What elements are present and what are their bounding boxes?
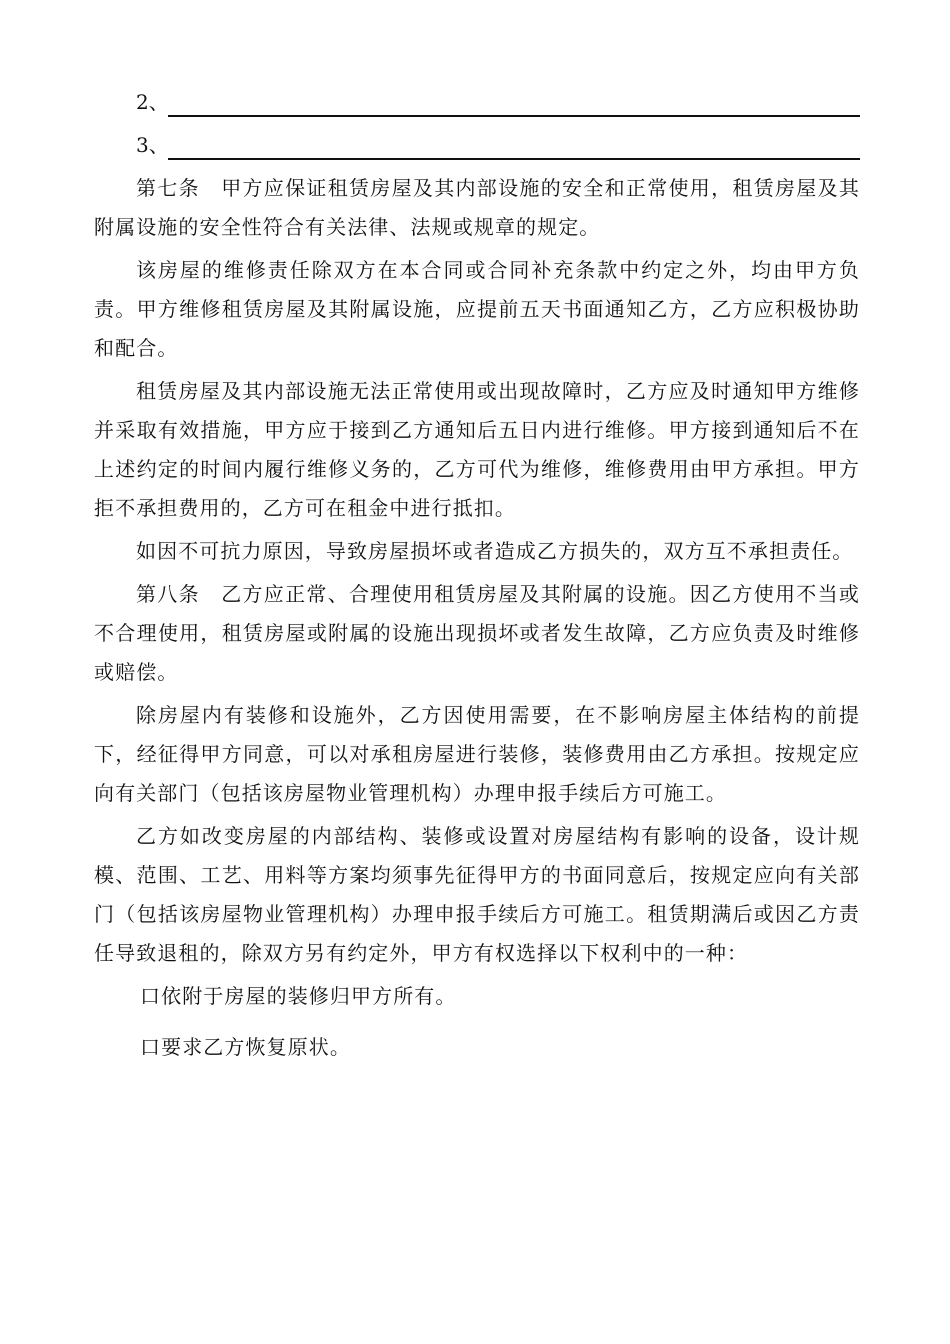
blank-item-number: 3、 [136, 133, 169, 157]
structure-change-paragraph: 乙方如改变房屋的内部结构、装修或设置对房屋结构有影响的设备，设计规模、范围、工艺、用料等方案均须事先征得甲方的书面同意后，按规定应向有关部门（包括该房屋物业管理机构）办理申报手续后方可施工。租赁期满后或因乙方责任导致退租的，除双方另有约定外，甲方有权选择以下权利中的一种： [94, 824, 860, 965]
blank-item-number: 2、 [136, 90, 169, 114]
contract-body [94, 169, 860, 1079]
decoration-paragraph: 除房屋内有装修和设施外，乙方因使用需要，在不影响房屋主体结构的前提下，经征得甲方同意，可以对承租房屋进行装修，装修费用由乙方承担。按规定应向有关部门（包括该房屋物业管理机构）办理申报手续后方可施工。 [94, 703, 860, 805]
article-8-paragraph: 第八条 乙方应正常、合理使用租赁房屋及其附属的设施。因乙方使用不当或不合理使用，租赁房屋或附属的设施出现损坏或者发生故障，乙方应负责及时维修或赔偿。 [94, 582, 860, 684]
fill-in-underline [168, 158, 860, 160]
option-decoration-to-landlord: 口依附于房屋的装修归甲方所有。 [140, 984, 457, 1008]
facility-failure-paragraph: 租赁房屋及其内部设施无法正常使用或出现故障时，乙方应及时通知甲方维修并采取有效措施，甲方应于接到乙方通知后五日内进行维修。甲方接到通知后不在上述约定的时间内履行维修义务的，乙方可代为维修，维修费用由甲方承担。甲方拒不承担费用的，乙方可在租金中进行抵扣。 [94, 379, 860, 520]
blank-item-3 [136, 130, 860, 160]
article-7-paragraph: 第七条 甲方应保证租赁房屋及其内部设施的安全和正常使用，租赁房屋及其附属设施的安全性符合有关法律、法规或规章的规定。 [94, 176, 860, 239]
maintenance-responsibility-paragraph: 该房屋的维修责任除双方在本合同或合同补充条款中约定之外，均由甲方负责。甲方维修租赁房屋及其附属设施，应提前五天书面通知乙方，乙方应积极协助和配合。 [94, 258, 860, 360]
blank-item-2 [136, 87, 860, 117]
force-majeure-paragraph: 如因不可抗力原因，导致房屋损坏或者造成乙方损失的，双方互不承担责任。 [136, 539, 854, 563]
option-restore-original: 口要求乙方恢复原状。 [140, 1035, 351, 1059]
fill-in-underline [168, 115, 860, 117]
